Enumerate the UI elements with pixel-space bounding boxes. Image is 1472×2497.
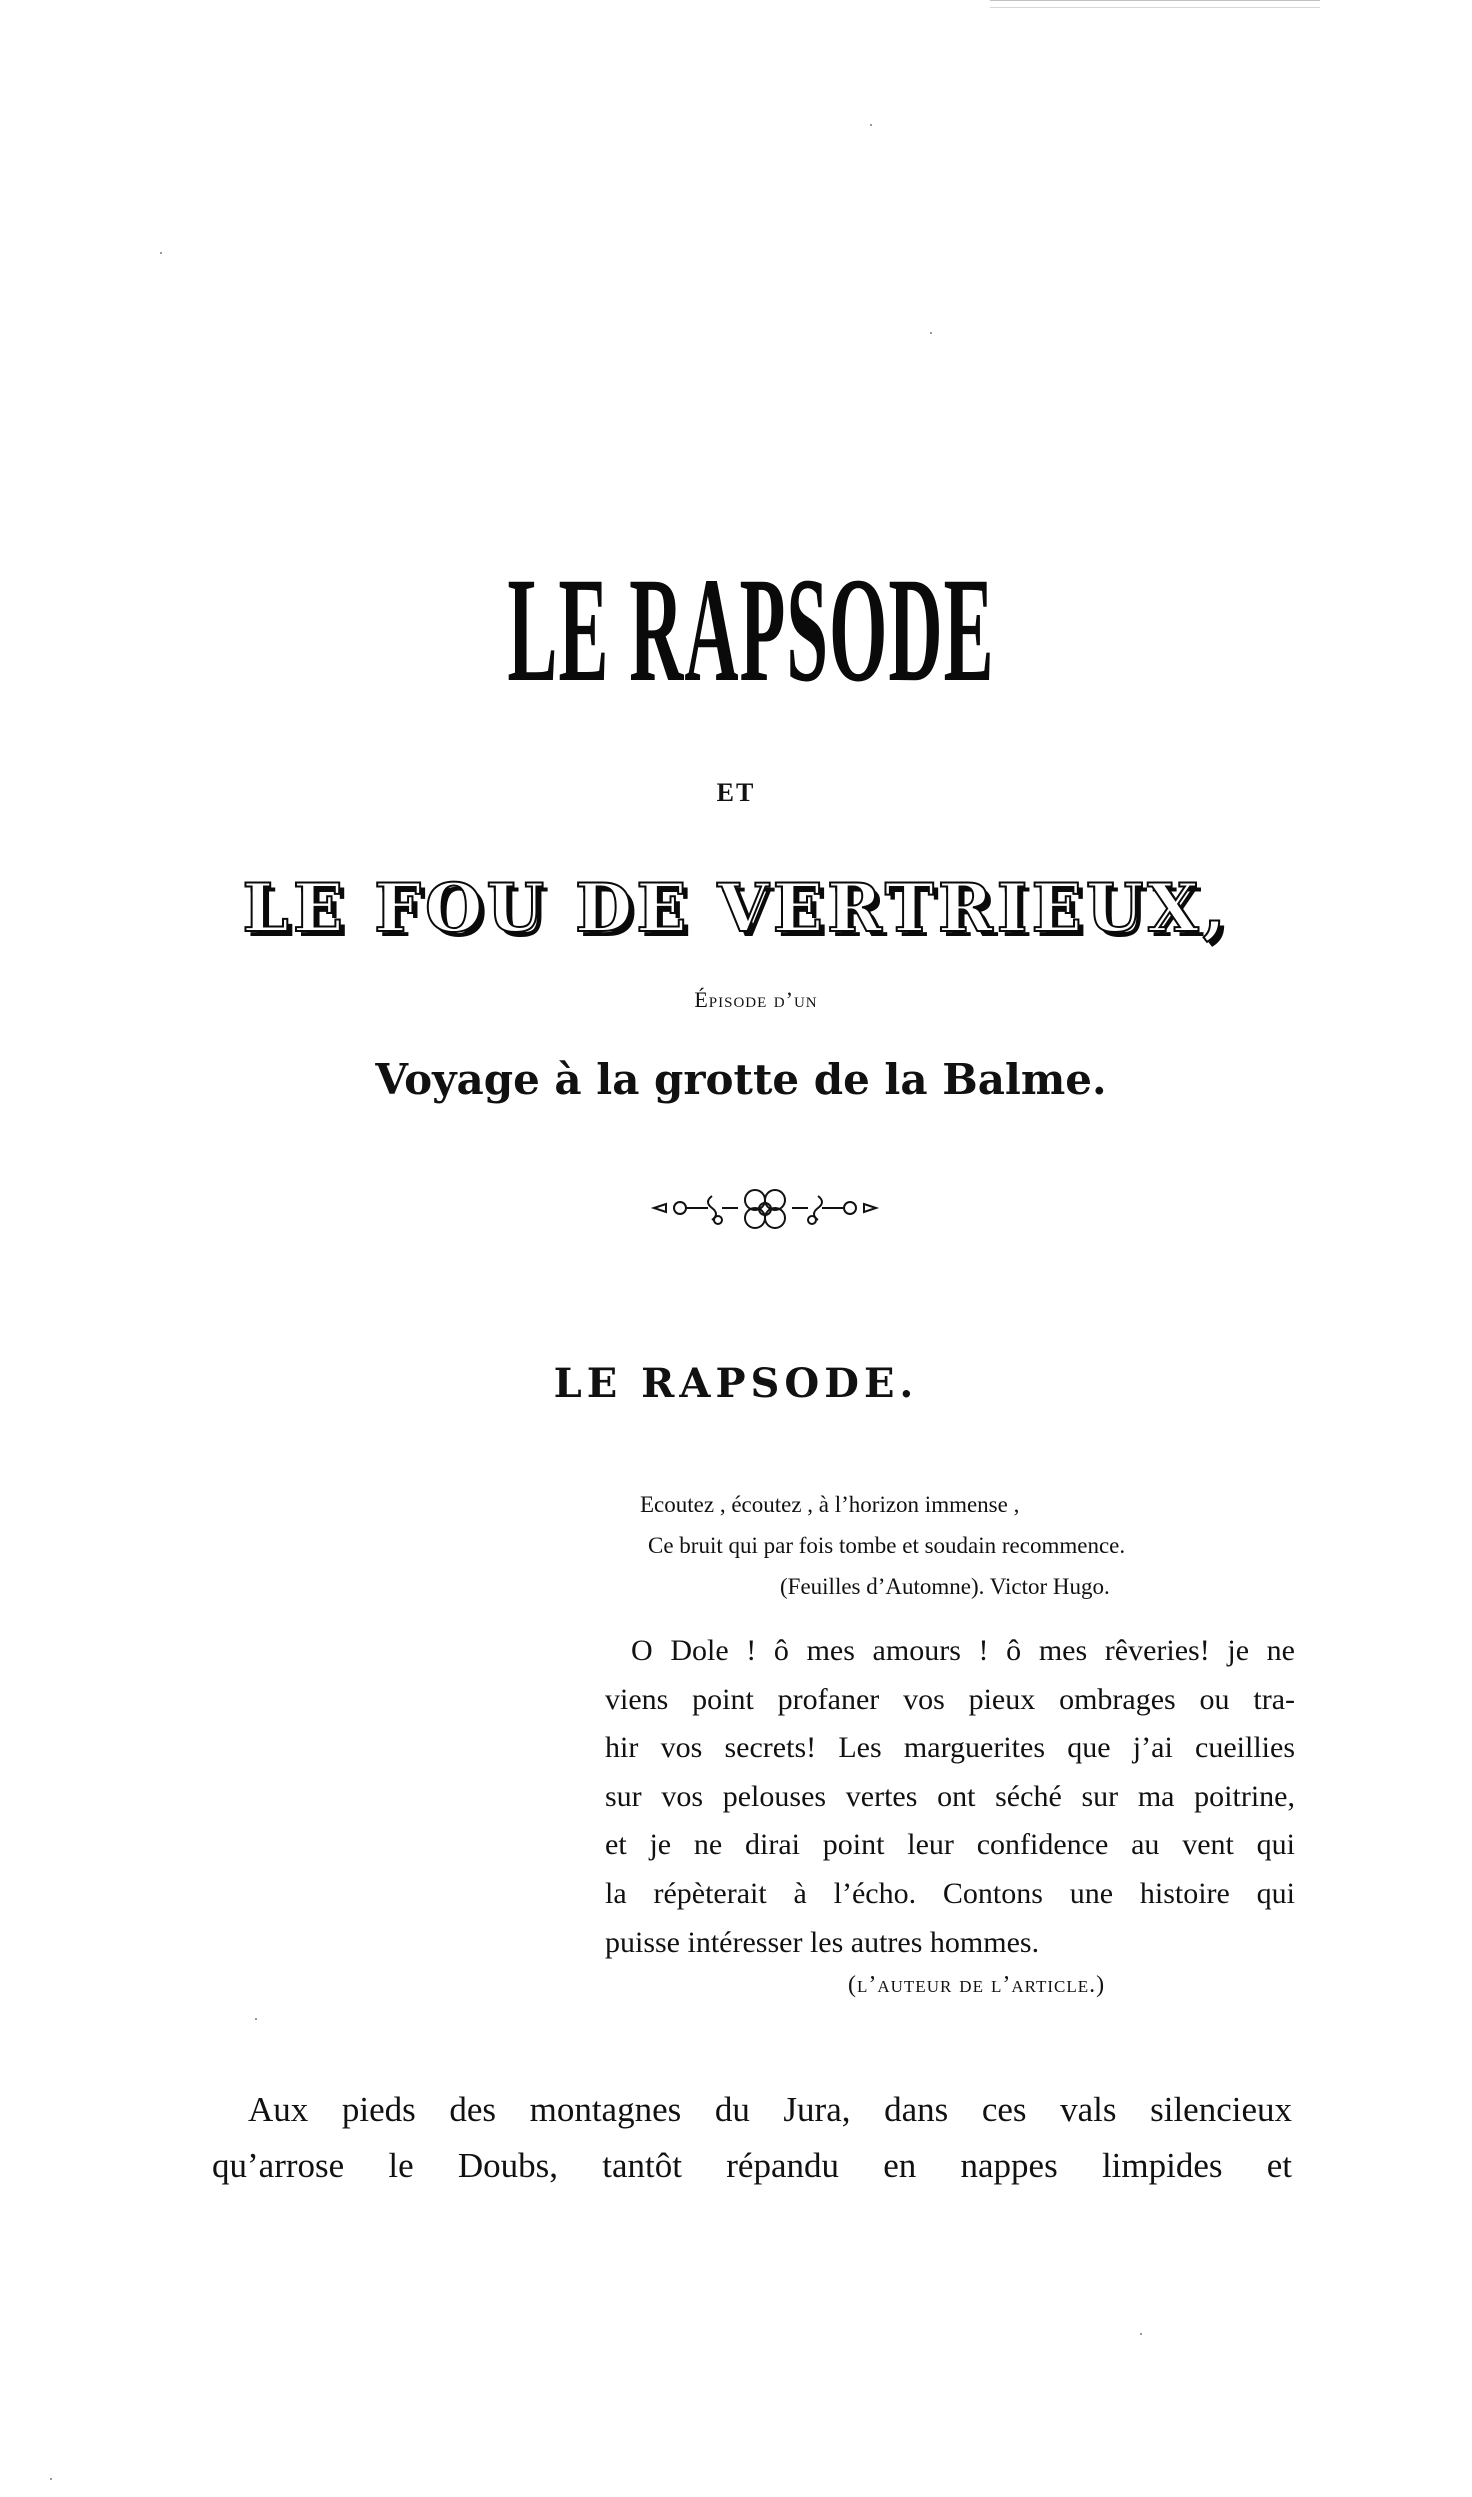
voyage-subtitle: Voyage à la grotte de la Balme. — [375, 1055, 1107, 1104]
preface-line: O Dole ! ô mes amours ! ô mes rêveries! je ne — [631, 1634, 1295, 1667]
body-line: qu’arrose le Doubs, tantôt répandu en nappes limpides et — [212, 2146, 1292, 2185]
paper-speck — [255, 2018, 257, 2020]
preface-line: puisse intéresser les autres hommes. — [605, 1925, 1040, 1959]
top-edge-rule — [990, 0, 1320, 8]
preface-line: viens point profaner vos pieux ombrages ou tra- — [605, 1682, 1295, 1716]
epigraph — [640, 1484, 1300, 1607]
preface-line: sur vos pelouses vertes ont séché sur ma poitrine, — [605, 1779, 1295, 1813]
epigraph-line: Ecoutez , écoutez , à l’horizon immense , — [640, 1492, 1020, 1517]
paper-speck — [870, 124, 872, 126]
preface-paragraph — [605, 1627, 1295, 1967]
title-conjunction: ET — [716, 778, 756, 807]
paper-speck — [50, 2478, 52, 2480]
preface-line: et je ne dirai point leur confidence au vent qui — [605, 1828, 1295, 1862]
preface-line: hir vos secrets! Les marguerites que j’ai cueillies — [605, 1731, 1295, 1765]
body-paragraph — [212, 2082, 1292, 2194]
paper-speck — [160, 252, 162, 254]
preface-signature: (l’auteur de l’article.) — [848, 1972, 1106, 1998]
episode-subtitle: Épisode d’un — [694, 987, 818, 1012]
secondary-title: LE FOU DE VERTRIEUX, — [242, 869, 1230, 947]
paper-speck — [930, 332, 932, 334]
epigraph-attribution: (Feuilles d’Automne). Victor Hugo. — [780, 1574, 1110, 1599]
section-heading: LE RAPSODE. — [553, 1360, 919, 1407]
scroll-ornament-icon — [650, 1178, 880, 1238]
main-title: LE RAPSODE — [507, 547, 995, 713]
paper-speck — [1140, 2333, 1142, 2335]
epigraph-line: Ce bruit qui par fois tombe et soudain recommence. — [648, 1533, 1126, 1558]
body-line: Aux pieds des montagnes du Jura, dans ces vals silencieux — [248, 2090, 1292, 2129]
preface-line: la répèterait à l’écho. Contons une histoire qui — [605, 1876, 1295, 1910]
